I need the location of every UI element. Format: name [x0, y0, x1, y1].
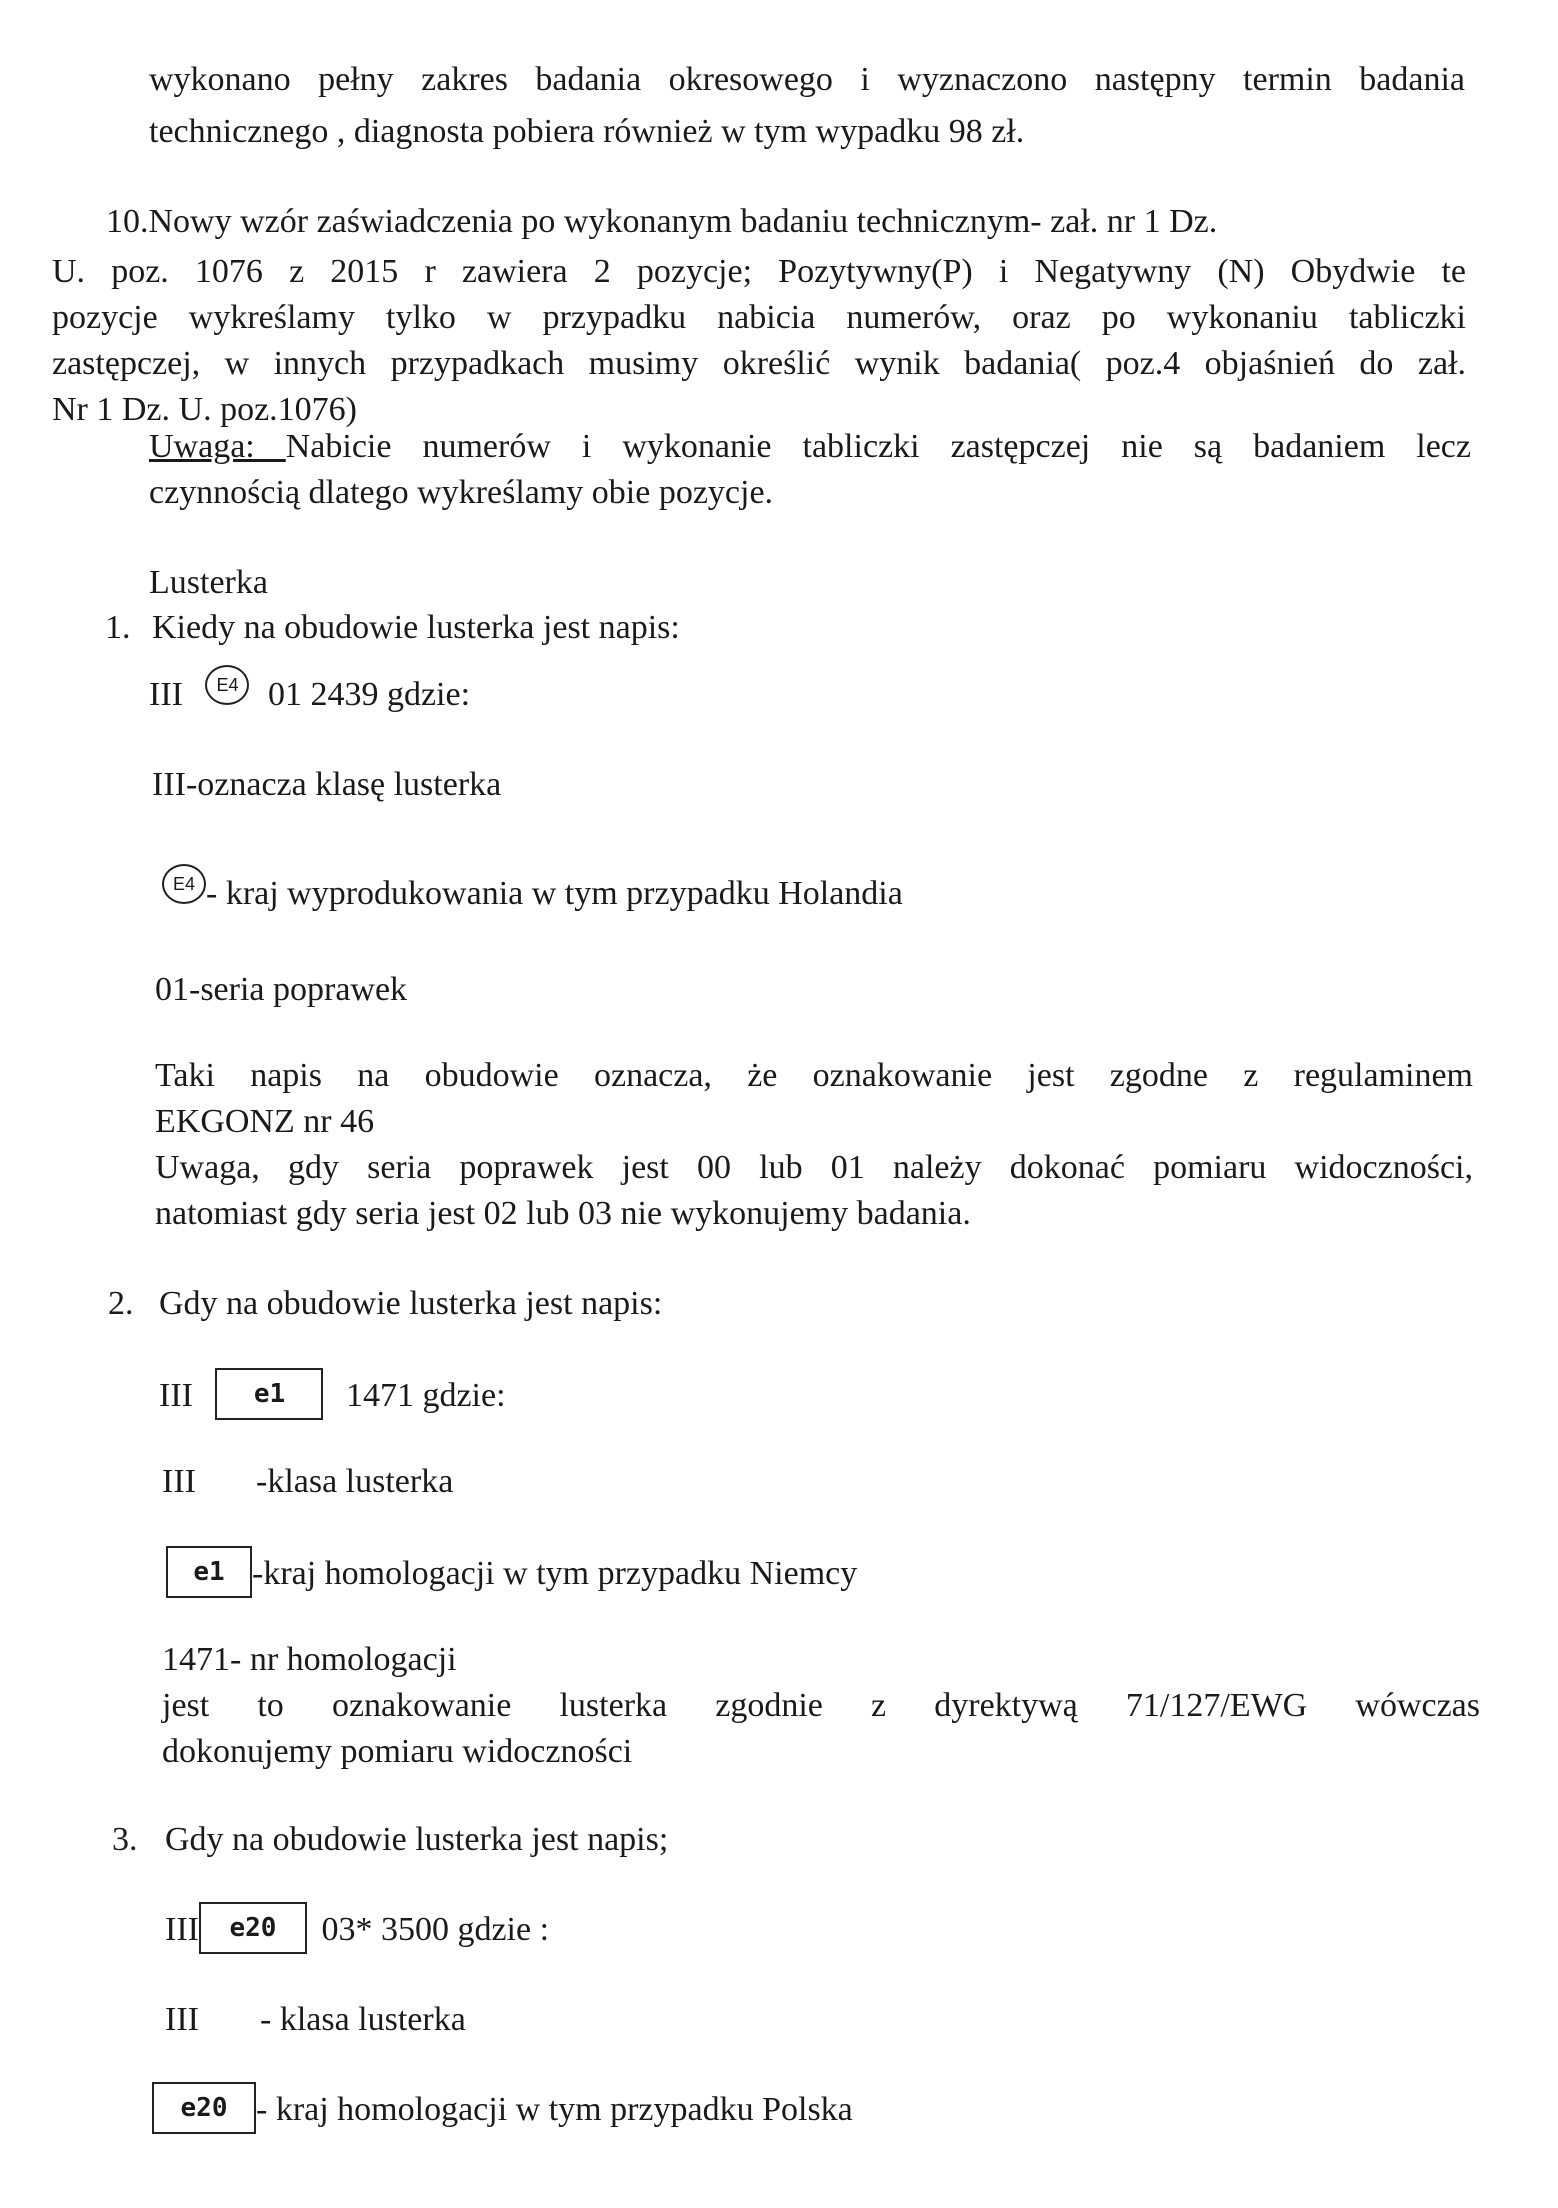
- e4-circle-mark: E4: [205, 665, 249, 705]
- e20-box-mark: e20: [152, 2082, 256, 2134]
- text-line: U. poz. 1076 z 2015 r zawiera 2 pozycje; Pozytywny(P) i Negatywny (N) Obydwie te: [52, 253, 1466, 290]
- text-line: 10.Nowy wzór zaświadczenia po wykonanym badaniu technicznym- zał. nr 1 Dz.: [106, 203, 1218, 240]
- e1-box-mark: e1: [215, 1368, 323, 1420]
- note-line: Uwaga: Nabicie numerów i wykonanie tabliczki zastępczej nie są badaniem lecz: [149, 428, 1471, 465]
- list-number: 3.: [112, 1821, 138, 1858]
- text-line: dokonujemy pomiaru widoczności: [162, 1733, 633, 1770]
- text-line: III-oznacza klasę lusterka: [152, 766, 502, 803]
- text-line: pozycje wykreślamy tylko w przypadku nabicia numerów, oraz po wykonaniu tabliczki: [52, 299, 1466, 336]
- text-line: jest to oznakowanie lusterka zgodnie z dyrektywą 71/127/EWG wówczas: [162, 1687, 1480, 1724]
- text-line: III: [165, 2001, 199, 2038]
- text-line: Taki napis na obudowie oznacza, że oznakowanie jest zgodne z regulaminem: [155, 1057, 1473, 1094]
- mark-line: e1 -kraj homologacji w tym przypadku Niemcy: [166, 1550, 857, 1602]
- text-line: zastępczej, w innych przypadkach musimy określić wynik badania( poz.4 objaśnień do zał.: [52, 345, 1466, 382]
- text-line: Nr 1 Dz. U. poz.1076): [52, 391, 357, 428]
- text-line: natomiast gdy seria jest 02 lub 03 nie wykonujemy badania.: [155, 1195, 971, 1232]
- mark-line: E4 - kraj wyprodukowania w tym przypadku Holandia: [162, 872, 903, 916]
- text-line: wykonano pełny zakres badania okresowego i wyznaczono następny termin badania: [149, 61, 1465, 98]
- mark-line: III e20 03* 3500 gdzie :: [165, 1906, 549, 1958]
- mark-line: III e1 1471 gdzie:: [159, 1372, 506, 1424]
- list-item-text: Gdy na obudowie lusterka jest napis:: [159, 1285, 663, 1322]
- text-line: czynnością dlatego wykreślamy obie pozycje.: [149, 474, 774, 511]
- section-heading: Lusterka: [149, 564, 268, 601]
- mark-line: III E4 01 2439 gdzie:: [149, 673, 470, 717]
- note-label: Uwaga:: [149, 428, 286, 465]
- text-line: -klasa lusterka: [256, 1463, 454, 1500]
- list-number: 2.: [108, 1285, 134, 1322]
- text-line: Uwaga, gdy seria poprawek jest 00 lub 01 należy dokonać pomiaru widoczności,: [155, 1149, 1473, 1186]
- text-line: 01-seria poprawek: [155, 971, 408, 1008]
- text-line: 1471- nr homologacji: [162, 1641, 457, 1678]
- e4-circle-mark: E4: [162, 864, 206, 904]
- list-number: 1.: [105, 609, 131, 646]
- e20-box-mark: e20: [199, 1902, 307, 1954]
- text-line: EKGONZ nr 46: [155, 1103, 375, 1140]
- list-item-text: Gdy na obudowie lusterka jest napis;: [165, 1821, 669, 1858]
- text-line: - klasa lusterka: [260, 2001, 466, 2038]
- text-line: technicznego , diagnosta pobiera również w tym wypadku 98 zł.: [149, 113, 1025, 150]
- mark-line: e20 - kraj homologacji w tym przypadku Polska: [152, 2086, 853, 2138]
- e1-box-mark: e1: [166, 1546, 252, 1598]
- text-line: III: [162, 1463, 196, 1500]
- list-item-text: Kiedy na obudowie lusterka jest napis:: [152, 609, 680, 646]
